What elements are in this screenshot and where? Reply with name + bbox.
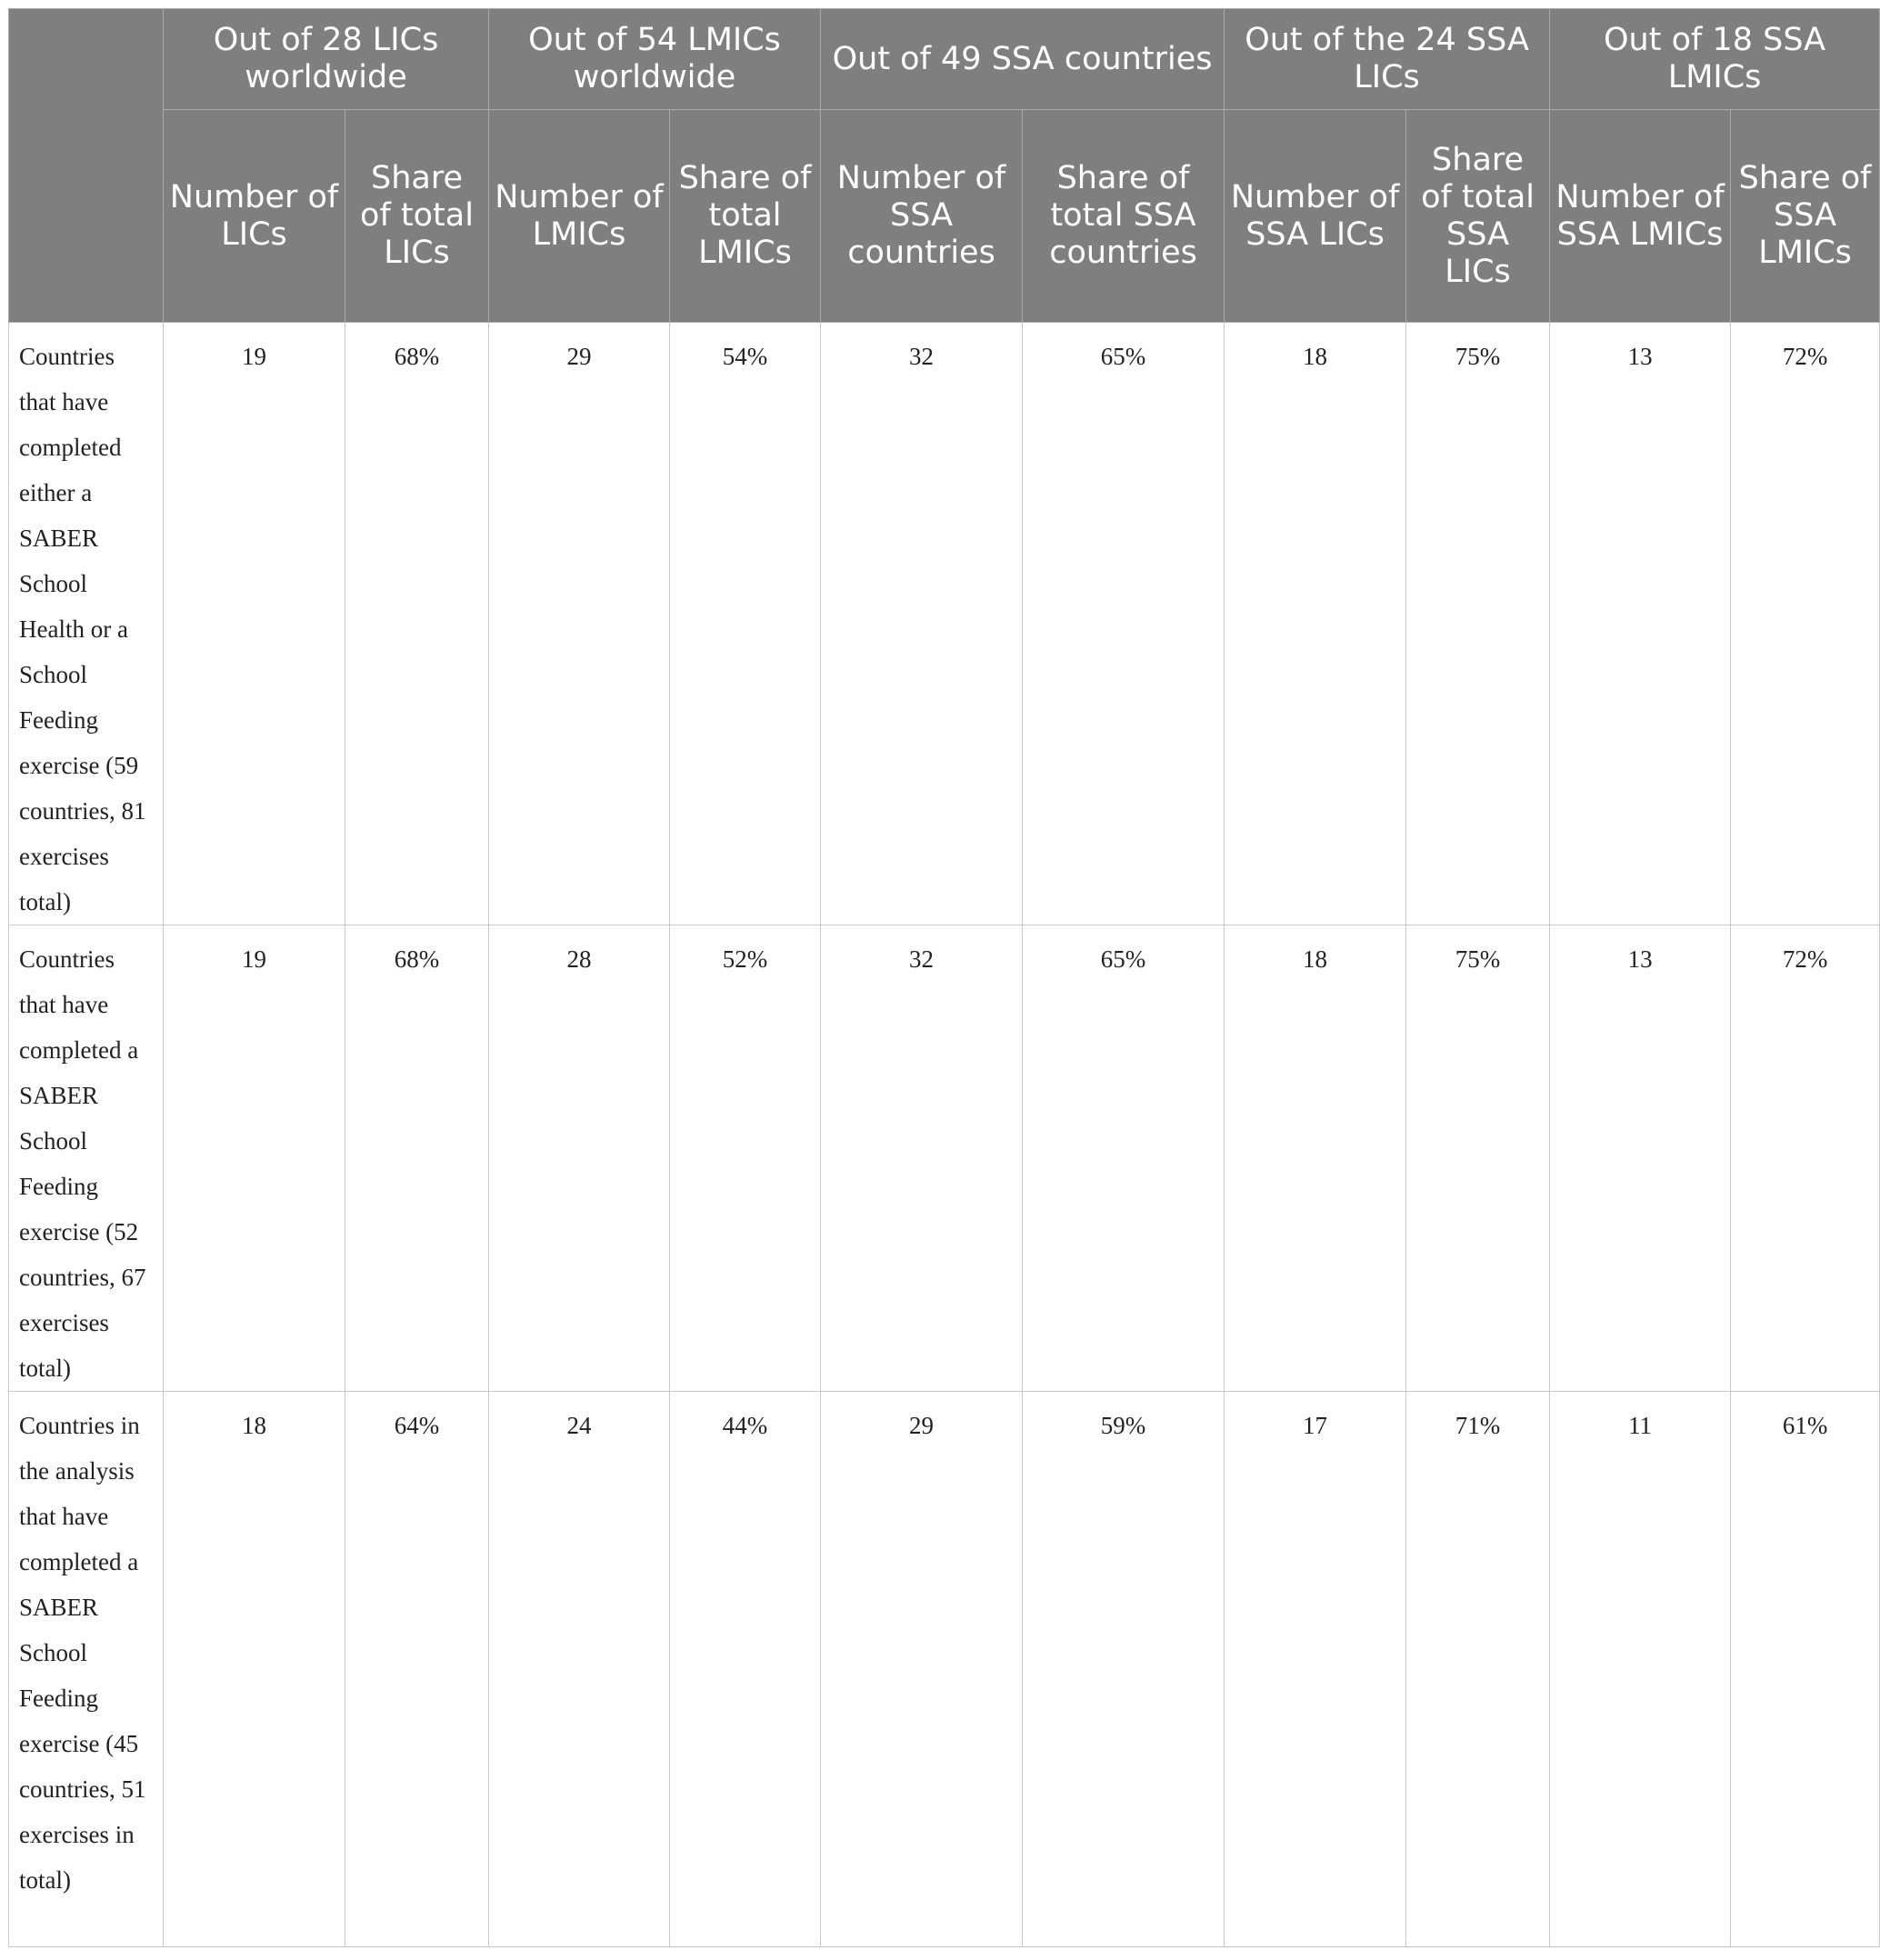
table-cell: 18 (1225, 925, 1406, 1392)
table-cell: 64% (345, 1392, 489, 1947)
table-cell: 65% (1023, 925, 1225, 1392)
table-cell: 72% (1731, 925, 1880, 1392)
subheader-number-of-lmics: Number of LMICs (489, 110, 670, 323)
table-header (9, 9, 1880, 323)
subheader-share-of-total-ssa-countries: Share of total SSA countries (1023, 110, 1225, 323)
subheader-number-of-ssa-lmics: Number of SSA LMICs (1550, 110, 1731, 323)
subheader-number-of-ssa-countries: Number of SSA countries (821, 110, 1023, 323)
table-cell: 18 (164, 1392, 345, 1947)
row-label: Countries in the analysis that have completed a SABER School Feeding exercise (45 countries, 51 exercises in total) (9, 1392, 164, 1947)
table-cell: 13 (1550, 323, 1731, 925)
header-corner-cell (9, 9, 164, 323)
table-cell: 75% (1406, 323, 1550, 925)
header-subheader-row (9, 110, 1880, 323)
table-cell: 71% (1406, 1392, 1550, 1947)
subheader-number-of-ssa-lics: Number of SSA LICs (1225, 110, 1406, 323)
table-row (9, 323, 1880, 925)
table-row (9, 1392, 1880, 1947)
row-label: Countries that have completed either a SABER School Health or a School Feeding exercise (59 countries, 81 exercises total) (9, 323, 164, 925)
table-cell: 65% (1023, 323, 1225, 925)
table-cell: 52% (670, 925, 821, 1392)
table-cell: 44% (670, 1392, 821, 1947)
table-cell: 59% (1023, 1392, 1225, 1947)
group-header-ssa-lmics: Out of 18 SSA LMICs (1550, 9, 1880, 110)
table-cell: 72% (1731, 323, 1880, 925)
table-cell: 13 (1550, 925, 1731, 1392)
header-group-row (9, 9, 1880, 110)
table-cell: 32 (821, 925, 1023, 1392)
table-cell: 29 (821, 1392, 1023, 1947)
subheader-number-of-lics: Number of LICs (164, 110, 345, 323)
table-cell: 19 (164, 925, 345, 1392)
group-header-ssa-lics: Out of the 24 SSA LICs (1225, 9, 1550, 110)
subheader-share-of-total-lmics: Share of total LMICs (670, 110, 821, 323)
table-cell: 28 (489, 925, 670, 1392)
table-row (9, 925, 1880, 1392)
table-cell: 24 (489, 1392, 670, 1947)
table-cell: 11 (1550, 1392, 1731, 1947)
table-cell: 68% (345, 925, 489, 1392)
subheader-share-of-ssa-lmics: Share of SSA LMICs (1731, 110, 1880, 323)
table-cell: 54% (670, 323, 821, 925)
group-header-ssa-countries: Out of 49 SSA countries (821, 9, 1225, 110)
table-body (9, 323, 1880, 1947)
table-cell: 19 (164, 323, 345, 925)
table-cell: 68% (345, 323, 489, 925)
subheader-share-of-total-ssa-lics: Share of total SSA LICs (1406, 110, 1550, 323)
table-cell: 17 (1225, 1392, 1406, 1947)
subheader-share-of-total-lics: Share of total LICs (345, 110, 489, 323)
group-header-lmics-worldwide: Out of 54 LMICs worldwide (489, 9, 821, 110)
table-cell: 18 (1225, 323, 1406, 925)
table-cell: 75% (1406, 925, 1550, 1392)
group-header-lics-worldwide: Out of 28 LICs worldwide (164, 9, 489, 110)
row-label: Countries that have completed a SABER School Feeding exercise (52 countries, 67 exercises total) (9, 925, 164, 1392)
table-cell: 32 (821, 323, 1023, 925)
saber-coverage-table (8, 8, 1880, 1947)
table-cell: 61% (1731, 1392, 1880, 1947)
table-cell: 29 (489, 323, 670, 925)
